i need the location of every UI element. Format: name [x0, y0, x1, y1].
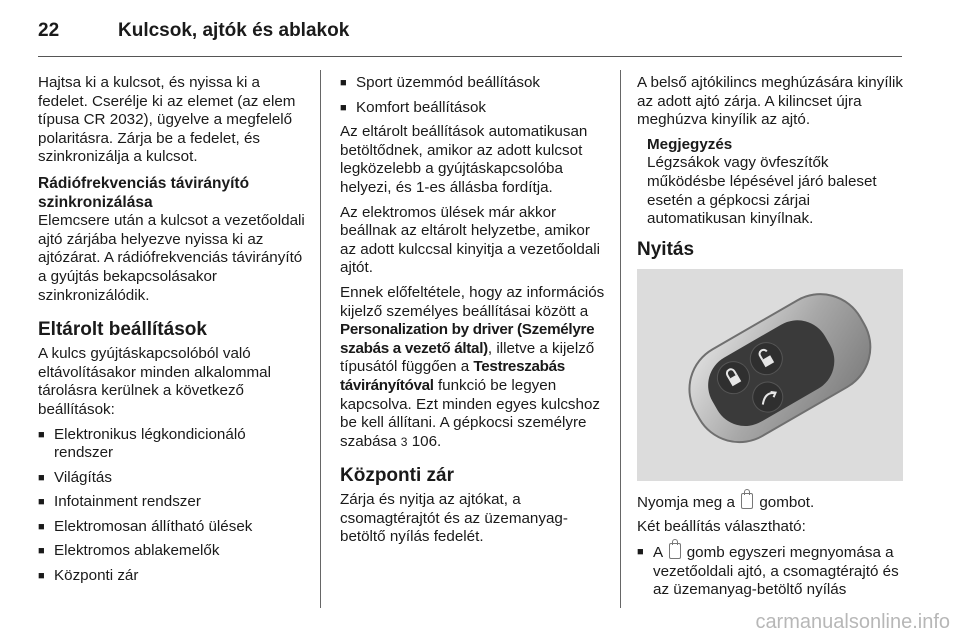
column-1	[38, 74, 306, 592]
saved-settings-list	[38, 426, 306, 586]
key-fob-image	[637, 269, 903, 481]
press-unlock-text: Nyomja meg a gombot.	[637, 493, 815, 511]
header-rule	[38, 56, 902, 57]
prerequisite-text: Ennek előfeltétele, hogy az információs kijelző személyes beállításai között a Personalization by driver (Személyre szabás a vezető által), illetve a kijelző típusától függően a Testreszabás távirányítóval funkció be legyen kapcsolva. Ezt minden egyes kulcshoz be kell állítani. A gépkocsi személyre szabása 3 106.	[340, 283, 605, 450]
list-item: ■ Elektromos ablakemelők	[38, 542, 306, 561]
list-item: ■ Központi zár	[38, 567, 306, 586]
unlock-icon	[741, 493, 753, 509]
personalization-setting: Personalization by driver (Személyre szabás a vezető által)	[340, 321, 595, 357]
list-item: ■ Sport üzemmód beállítások	[340, 74, 608, 93]
inner-handle-text: A belső ajtókilincs meghúzására kinyílik az adott ajtó zárja. A kilincset újra meghúzva kinyílik az ajtó.	[637, 74, 903, 129]
note-box	[637, 136, 903, 229]
remote-setting: Testreszabás távirányítóval	[340, 358, 565, 394]
list-item: ■ Infotainment rendszer	[38, 493, 306, 512]
column-divider-1	[320, 70, 321, 608]
key-fob-illustration	[637, 269, 903, 481]
unlock-heading: Nyitás	[637, 238, 695, 260]
list-item: ■ Elektromosan állítható ülések	[38, 518, 306, 537]
page-title: Kulcsok, ajtók és ablakok	[118, 20, 350, 41]
page-header	[38, 12, 902, 52]
saved-settings-heading: Eltárolt beállítások	[38, 319, 207, 341]
saved-settings-list-cont	[340, 74, 608, 117]
page-ref-icon: 3	[400, 434, 408, 449]
page-number: 22	[38, 20, 60, 41]
central-lock-text: Zárja és nyitja az ajtókat, a csomagtérajtót és az üzemanyag-betöltő nyílás fedelét.	[340, 491, 568, 546]
auto-load-text: Az eltárolt beállítások automatikusan betöltődnek, amikor az adott kulcsot legközelebb a gyújtáskapcsolóba helyezi, és 1-es állásba fordítja.	[340, 123, 588, 196]
list-item: ■ Komfort beállítások	[340, 99, 608, 118]
note-text: Légzsákok vagy övfeszítők működésbe lépésével járó baleset esetén a gépkocsi zárjai automatikusan kinyílnak.	[647, 154, 877, 228]
choice-text: Két beállítás választható:	[637, 518, 806, 536]
seat-text: Az elektromos ülések már akkor beállnak az eltárolt helyzetbe, amikor az adott kulccsal kinyitja a vezetőoldali ajtót.	[340, 203, 601, 277]
note-title: Megjegyzés	[647, 135, 733, 153]
list-item: ■ Világítás	[38, 469, 306, 488]
sync-text: Elemcsere után a kulcsot a vezetőoldali ajtó zárjába helyezve nyissa ki az ajtózárat. A rádiófrekvenciás távirányító a gyújtás bekapcsolásakor szinkronizálódik.	[38, 212, 305, 304]
central-lock-heading: Központi zár	[340, 465, 454, 487]
column-divider-2	[620, 70, 621, 608]
list-item: ■ A gomb egyszeri megnyomása a vezetőoldali ajtó, a csomagtérajtó és az üzemanyag-betöltő nyílás	[637, 543, 903, 600]
sync-heading: Rádiófrekvenciás távirányító szinkronizálása	[38, 174, 250, 211]
saved-settings-text: A kulcs gyújtáskapcsolóból való eltávolításakor minden alkalommal tárolásra kerülnek a következő beállítások:	[38, 345, 271, 418]
column-2	[340, 74, 608, 553]
battery-instructions: Hajtsa ki a kulcsot, és nyissa ki a fedelet. Cserélje ki az elemet (az elem típusa CR 2032), ügyelve a megfelelő polaritásra. Zárja be a fedelet, és szinkronizálja a kulcsot.	[38, 74, 296, 166]
watermark: carmanualsonline.info	[755, 611, 950, 633]
list-item: ■ Elektronikus légkondicionáló rendszer	[38, 426, 306, 463]
unlock-options-list	[637, 543, 903, 600]
column-3	[637, 74, 903, 606]
unlock-icon	[669, 543, 681, 559]
